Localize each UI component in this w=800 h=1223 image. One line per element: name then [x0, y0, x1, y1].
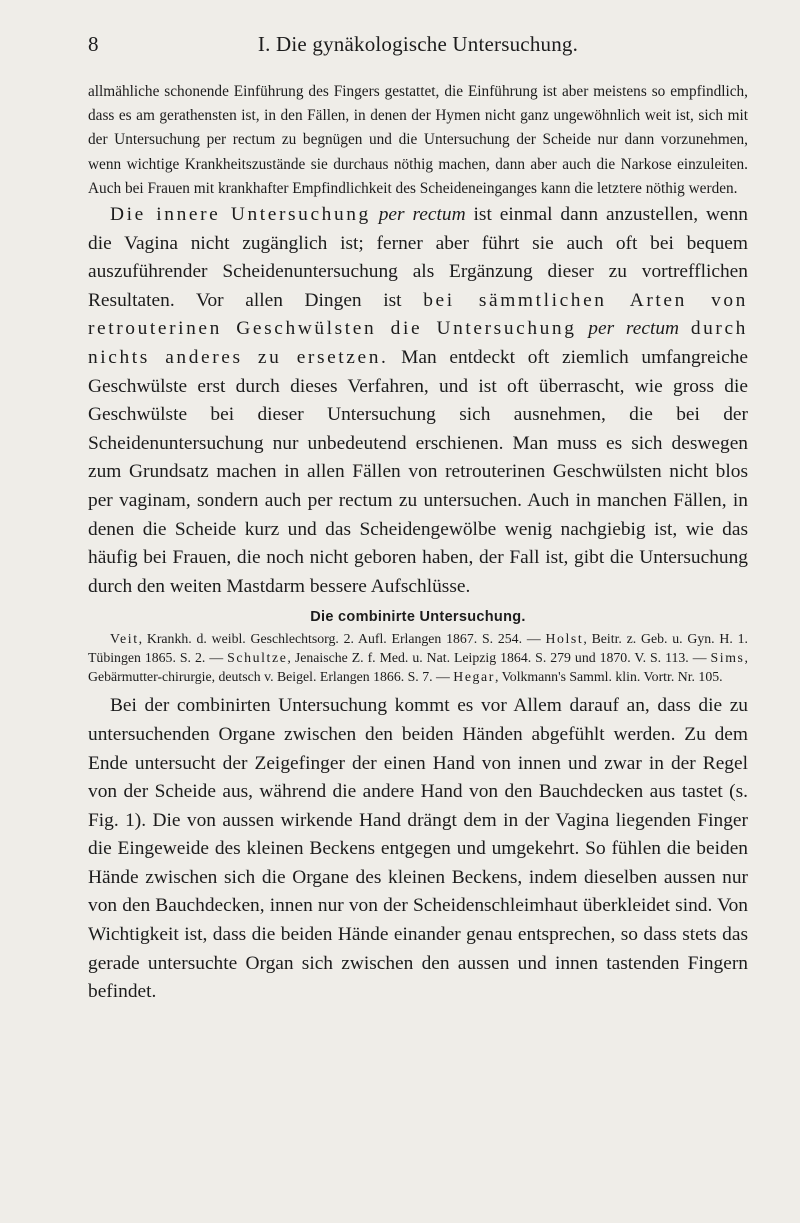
text-run: [577, 318, 589, 339]
paragraph-2: [88, 201, 748, 601]
citation: , Gebärmutter-chirurgie, deutsch v. Beigel. Erlangen 1866. S. 7. —: [88, 650, 748, 685]
literature-references: [88, 629, 748, 686]
paragraph-3: Bei der combinirten Untersuchung kommt es vor Allem darauf an, dass die zu untersuchenden Organe zwischen den beiden Händen abgefühlt werden. Zu dem Ende untersucht der Zeigefinger der einen Hand von innen und zwar in der Regel von der Scheide aus, während die andere Hand von den Bauchdecken aus tastet (s. Fig. 1). Die von aussen wirkende Hand drängt dem in der Vagina liegenden Finger die Eingeweide des kleinen Beckens entgegen und umgekehrt. So fühlen die beiden Hände zwischen sich die Organe des kleinen Beckens, indem dieselben aussen nur von den Bauchdecken, innen nur von der Scheidenschleimhaut überkleidet sind. Von Wichtigkeit ist, dass die beiden Hände einander genau entsprechen, so dass stets das gerade untersuchte Organ sich zwischen den aussen und innen tastenden Fingern befindet.: [88, 695, 748, 1003]
text-run: Man entdeckt oft ziemlich umfangreiche Geschwülste erst durch dieses Verfahren, und ist oft überrascht, wie gross die Geschwülste bei dieser Untersuchung sich ausnehmen, die bei der Scheidenuntersuchung nur unbedeutend erschienen. Man muss es sich deswegen zum Grundsatz machen in allen Fällen von retrouterinen Geschwülsten nicht blos per vaginam, sondern auch per rectum zu untersuchen. Auch in manchen Fällen, in denen die Scheide kurz und das Scheidengewölbe wenig nachgiebig ist, wie das häufig bei Frauen, die noch nicht geboren haben, der Fall ist, gibt die Untersuchung durch den weiten Mastdarm bessere Aufschlüsse.: [88, 346, 748, 597]
running-head: I. Die gynäkologische Untersuchung.: [257, 32, 579, 56]
citation: , Beitr. z. Geb. u. Gyn. H. 1. Tübingen 1865. S. 2. —: [88, 631, 748, 666]
emphasis-italic: per rectum: [588, 318, 680, 340]
section-title: Die combinirte Untersuchung.: [310, 609, 526, 626]
citation: , Krankh. d. weibl. Geschlechtsorg. 2. Aufl. Erlangen 1867. S. 254. —: [138, 631, 546, 647]
page-number: 8: [88, 32, 99, 56]
emphasis-italic: per rectum: [378, 204, 466, 226]
author-name: Holst: [545, 631, 584, 647]
emphasis-spaced: Die innere Untersuchung: [110, 204, 371, 226]
emphasis-spaced: durch nichts anderes zu ersetzen.: [88, 318, 748, 368]
citation: , Jenaische Z. f. Med. u. Nat. Leipzig 1864. S. 279 und 1870. V. S. 113. —: [287, 650, 711, 666]
paragraph-1: allmähliche schonende Einführung des Fingers gestattet, die Einführung ist aber meistens so empfindlich, dass es am gerathensten ist, in den Fällen, in denen der Hymen nicht ganz ungewöhnlich weit ist, sich mit der Untersuchung per rectum zu begnügen und die Untersuchung der Scheide nur dann vorzunehmen, wenn wichtige Krankheitszustände sie durchaus nöthig machen, dann aber auch die Narkose einzuleiten. Auch bei Frauen mit krankhafter Empfindlichkeit des Scheideneinganges kann die letztere nöthig werden.: [88, 83, 748, 197]
author-name: Schultze: [227, 650, 288, 666]
page-header: [88, 28, 748, 62]
text-run: [371, 204, 379, 225]
text-run: [679, 318, 691, 339]
author-name: Veit: [110, 631, 139, 647]
author-name: Sims: [710, 650, 745, 666]
emphasis-spaced: bei sämmtlichen Arten von retrouterinen Geschwülsten die Untersuchung: [88, 289, 748, 340]
text-run: ist einmal dann anzustellen, wenn die Vagina nicht zugänglich ist; ferner aber führt sie auch oft bei bequem auszuführender Scheidenuntersuchung als Ergänzung dieser zu vortrefflichen Resultaten. Vor allen Dingen ist: [88, 204, 748, 311]
body-text: [88, 80, 748, 1007]
citation: , Volkmann's Samml. klin. Vortr. Nr. 105.: [494, 669, 723, 685]
author-name: Hegar: [453, 669, 495, 685]
